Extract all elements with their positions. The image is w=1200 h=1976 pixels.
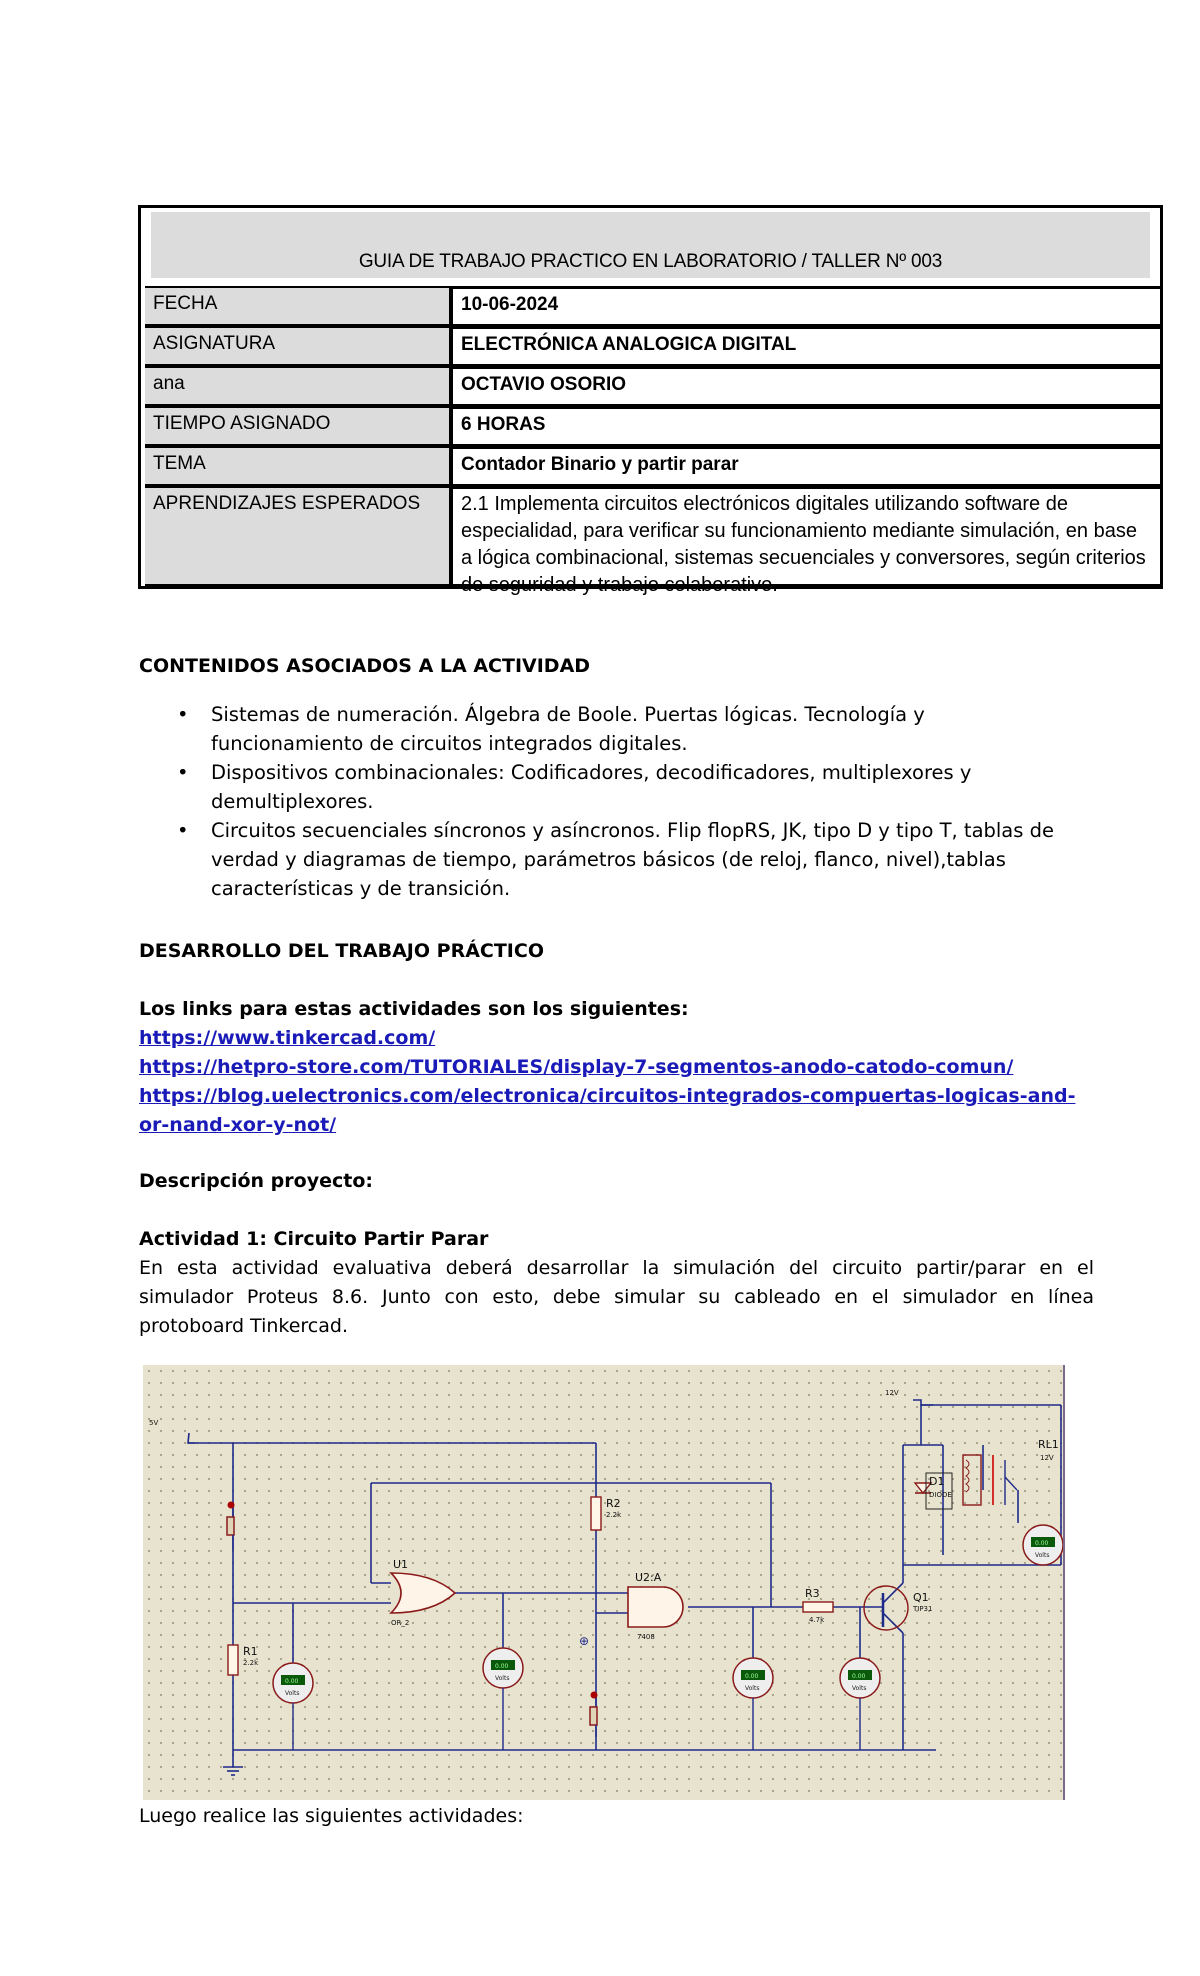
power-5v-terminal [188,1433,195,1443]
row-asignatura [141,326,1160,366]
push-button-start [227,1517,234,1535]
header-title: GUIA DE TRABAJO PRACTICO EN LABORATORIO / TALLER Nº 003 [151,212,1150,278]
probe-marker: ⊕ [579,1634,590,1648]
header-table [138,205,1163,596]
value-tema: Contador Binario y partir parar [451,446,1160,486]
project-heading: Descripción proyecto: [139,1170,373,1192]
label-d1-type: DIODE [929,1491,952,1499]
label-asignatura: ASIGNATURA [145,326,451,366]
meter4-unit: Volts [852,1685,867,1692]
label-rl1: RL1 [1038,1438,1059,1451]
label-q1-type: TIP31 [913,1605,933,1613]
meter2-unit: Volts [495,1675,510,1682]
row-ana [141,366,1160,406]
closing-text: Luego realice las siguientes actividades: [139,1805,524,1827]
meter1-value: 0.00 [285,1678,299,1685]
label-u1-type: OR_2 [391,1619,410,1627]
meter5-unit: Volts [1035,1552,1050,1559]
circuit-svg [143,1365,1063,1800]
resistor-r1 [228,1645,238,1675]
label-tiempo: TIEMPO ASIGNADO [145,406,451,446]
relay-rl1 [963,1455,981,1505]
link-list [139,1024,1094,1140]
label-fecha: FECHA [145,286,451,326]
list-item: • Circuitos secuenciales síncronos y asíncronos. Flip flopRS, JK, tipo D y tipo T, tablas de verdad y diagramas de tiempo, parámetros básicos (de reloj, flanco, nivel),tablas características y de transición. [139,816,1079,903]
list-item: • Sistemas de numeración. Álgebra de Boole. Puertas lógicas. Tecnología y funcionamiento de circuitos integrados digitales. [139,700,1079,758]
link-tinkercad[interactable]: https://www.tinkercad.com/ [139,1027,436,1049]
value-fecha: 10-06-2024 [451,286,1160,326]
label-tema: TEMA [145,446,451,486]
activity-title: Actividad 1: Circuito Partir Parar [139,1228,489,1250]
value-tiempo: 6 HORAS [451,406,1160,446]
label-5v: 5V [149,1419,159,1427]
label-u1: U1 [393,1558,409,1571]
label-r1: R1 [243,1645,258,1658]
contents-heading: CONTENIDOS ASOCIADOS A LA ACTIVIDAD [139,655,591,677]
circuit-schematic [143,1365,1065,1800]
button-start-knob [228,1502,235,1509]
label-r2-value: 2.2k [606,1511,622,1519]
meter2-value: 0.00 [495,1663,509,1670]
button-stop-knob [591,1692,598,1699]
label-rl1-value: 12V [1040,1454,1054,1462]
value-aprendizajes: 2.1 Implementa circuitos electrónicos digitales utilizando software de especialidad, para verificar su funcionamiento mediante simulación, en base a lógica combinacional, sistemas secuenciales y conversores, según criterios de seguridad y trabajo colaborativo. [451,486,1160,586]
transistor-q1 [864,1586,908,1630]
label-q1: Q1 [913,1591,929,1604]
meter3-unit: Volts [745,1685,760,1692]
link-hetpro[interactable]: https://hetpro-store.com/TUTORIALES/display-7-segmentos-anodo-catodo-comun/ [139,1056,1014,1078]
row-aprendizajes [141,486,1160,596]
meter5-value: 0.00 [1035,1540,1049,1547]
label-ana: ana [145,366,451,406]
meter1-unit: Volts [285,1690,300,1697]
label-u2: U2:A [635,1571,662,1584]
push-button-stop [590,1707,597,1725]
value-ana: OCTAVIO OSORIO [451,366,1160,406]
label-12v: 12V [885,1389,899,1397]
label-d1: D1 [929,1475,945,1488]
label-r3-value: 4.7k [809,1616,825,1624]
row-fecha [141,286,1160,326]
contents-list [139,700,1079,903]
label-aprendizajes: APRENDIZAJES ESPERADOS [145,486,451,586]
row-tema [141,446,1160,486]
activity-text: En esta actividad evaluativa deberá desarrollar la simulación del circuito partir/parar en el simulador Proteus 8.6. Junto con esto, debe simular su cableado en el simulador en línea protoboard Tinkercad. [139,1257,1094,1337]
ground-symbol [223,1767,243,1775]
list-item: • Dispositivos combinacionales: Codificadores, decodificadores, multiplexores y demultiplexores. [139,758,1079,816]
meter3-value: 0.00 [745,1673,759,1680]
row-tiempo [141,406,1160,446]
link-uelectronics[interactable]: https://blog.uelectronics.com/electronica/circuitos-integrados-compuertas-logicas-and-or-nand-xor-y-not/ [139,1085,1076,1136]
value-asignatura: ELECTRÓNICA ANALOGICA DIGITAL [451,326,1160,366]
links-intro: Los links para estas actividades son los siguientes: [139,998,689,1020]
development-heading: DESARROLLO DEL TRABAJO PRÁCTICO [139,940,544,962]
resistor-r3 [803,1602,833,1612]
label-r3: R3 [805,1587,820,1600]
or-gate-u1 [391,1573,455,1613]
and-gate-u2 [628,1587,683,1627]
label-r1-value: 2.2k [243,1659,259,1667]
meter4-value: 0.00 [852,1673,866,1680]
resistor-r2 [591,1497,601,1530]
label-u2-type: 7408 [637,1633,655,1641]
label-r2: R2 [606,1497,621,1510]
